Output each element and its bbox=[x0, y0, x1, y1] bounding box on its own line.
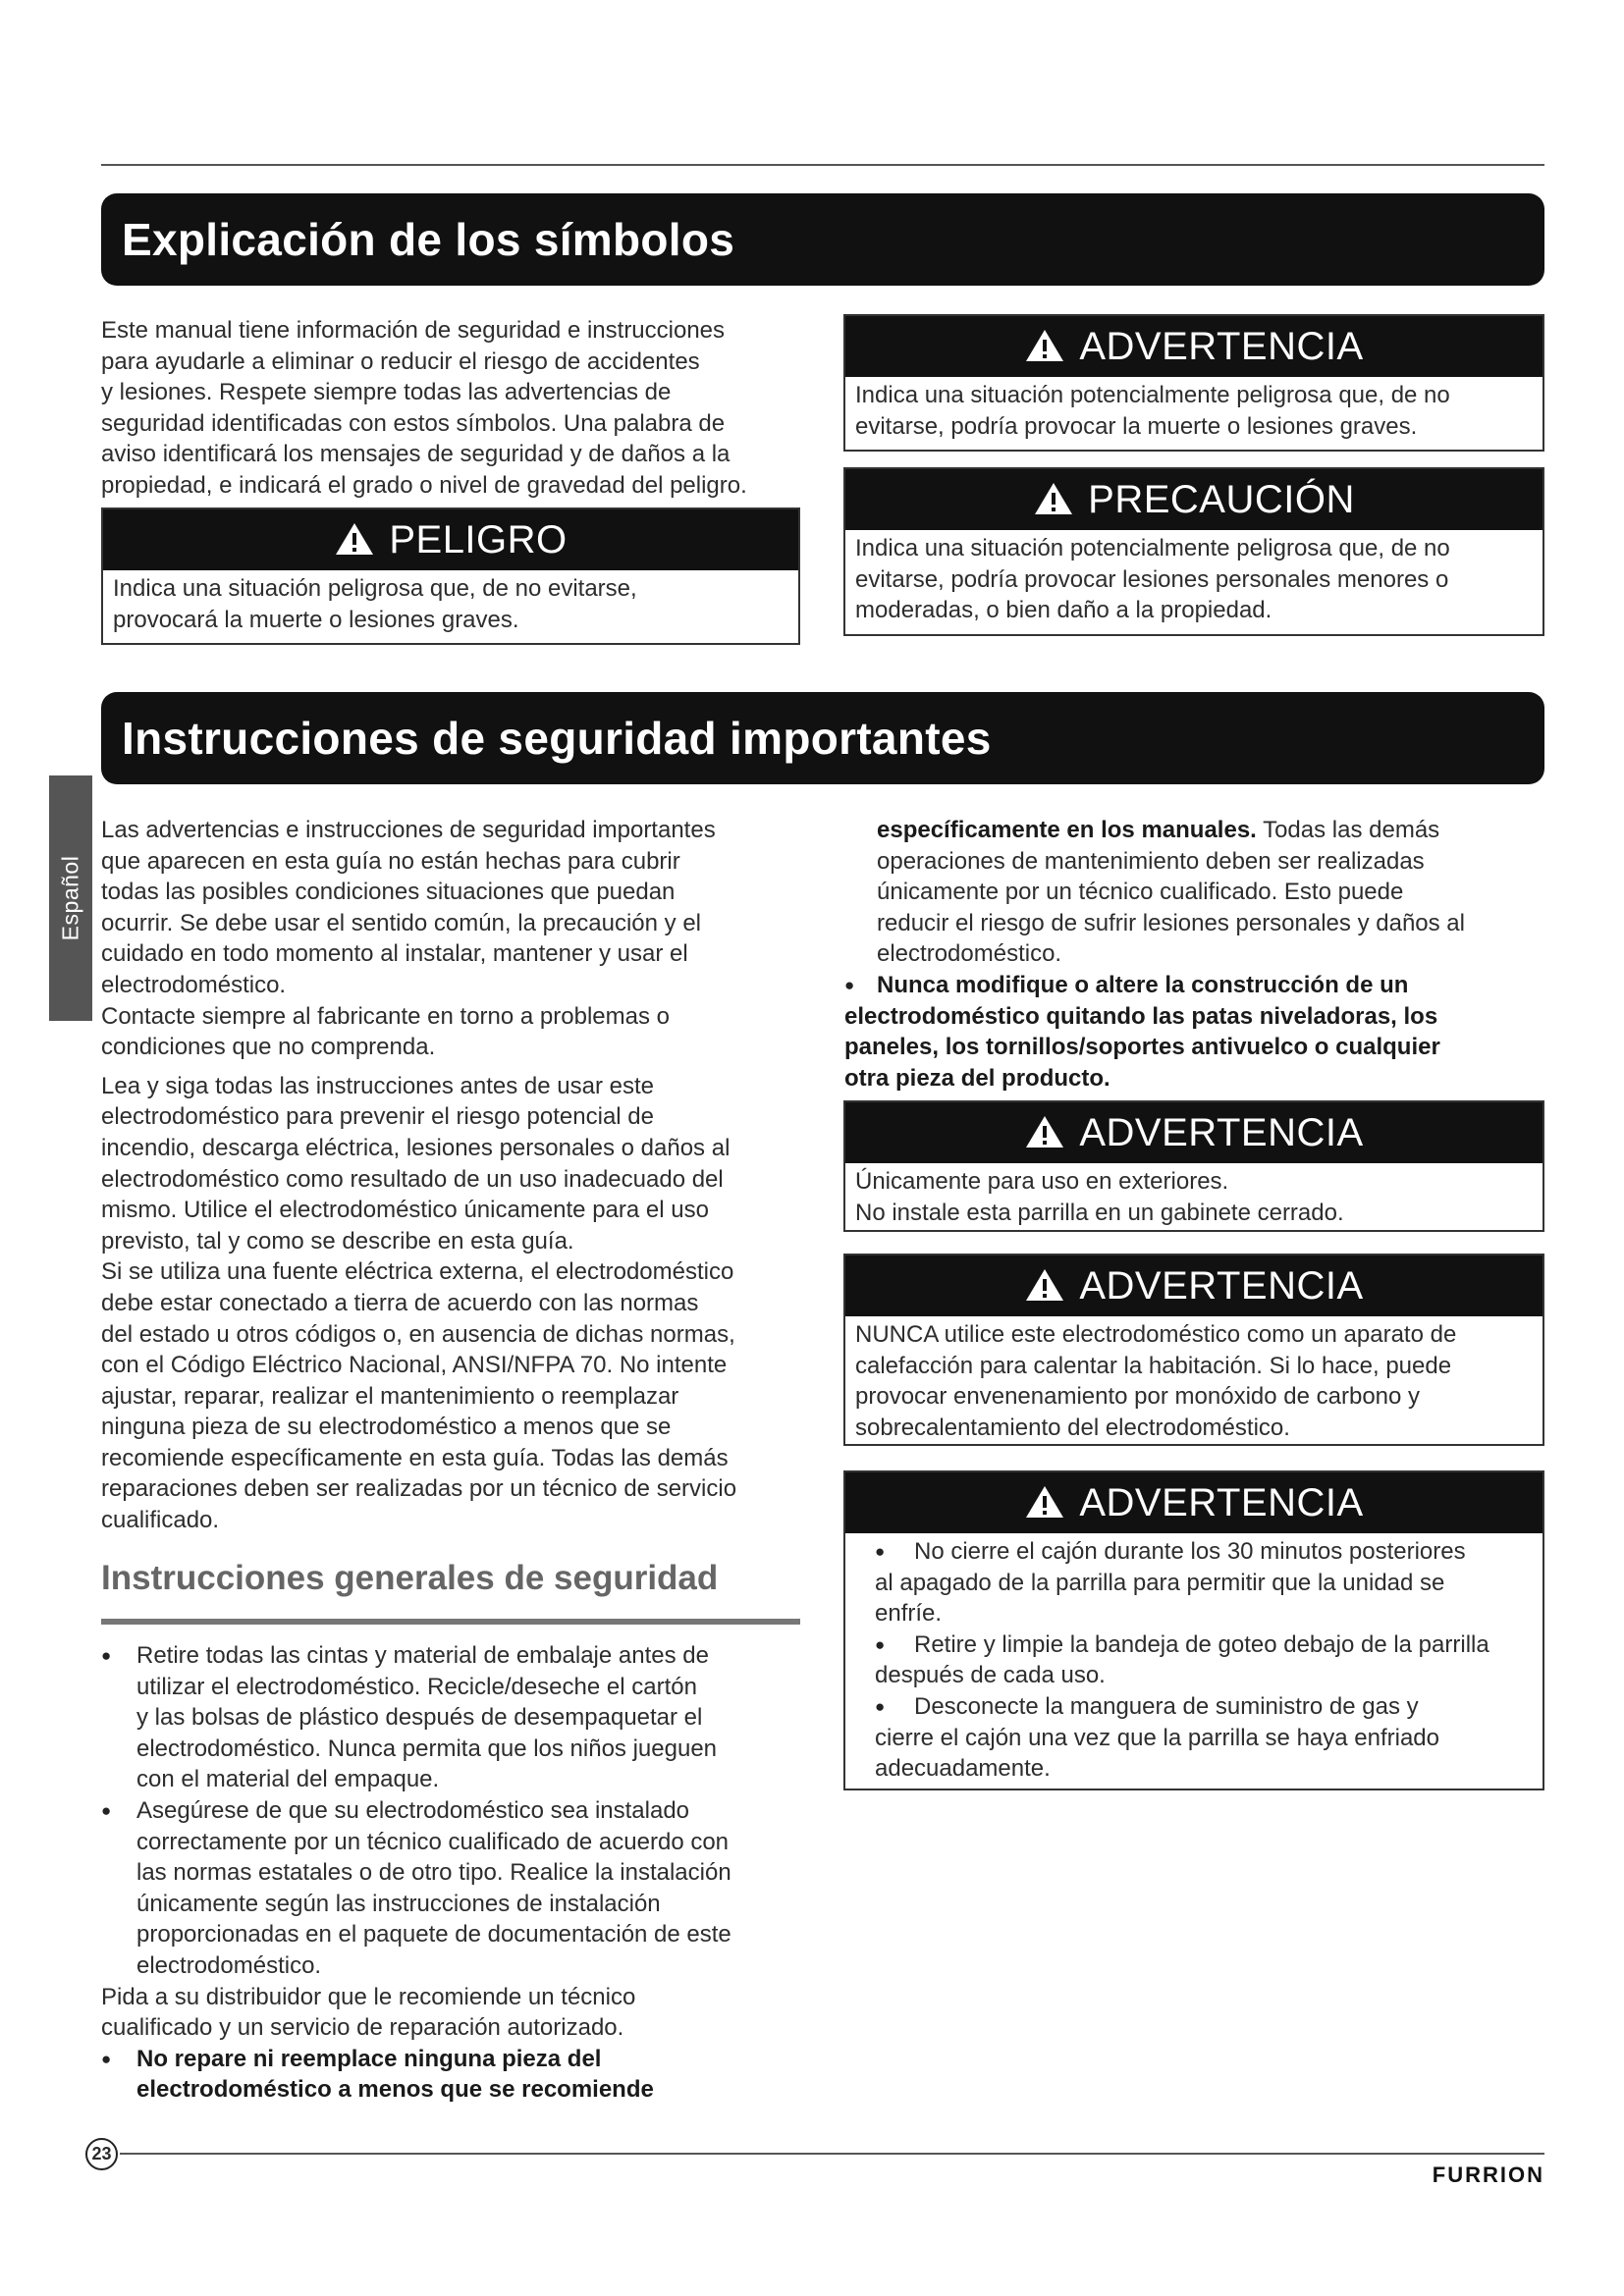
advertencia-box: ADVERTENCIA Indica una situación potencialmente peligrosa que, de no evitarse, podría provocar la muerte o lesiones graves. bbox=[843, 314, 1544, 452]
list-item: ● Desconecte la manguera de suministro de gas y cierre el cajón una vez que la parrilla se haya enfriado adecuadamente. bbox=[875, 1691, 1541, 1785]
advertencia-calefaccion-box: ADVERTENCIA NUNCA utilice este electrodoméstico como un aparato de calefacción para calentar la habitación. Si lo hace, puede provocar envenenamiento por monóxido de carbono y sobrecalentamiento del electrodoméstico. bbox=[843, 1254, 1544, 1446]
safety-left-column: Las advertencias e instrucciones de seguridad importantes que aparecen en esta guía no están hechas para cubrir todas las posibles condiciones situaciones que puedan ocurrir. Se debe usar el sentido común, la precaución y el cuidado en todo momento al instalar, mantener y usar el electrodoméstico. Contacte siempre al fabricante en torno a problemas o condiciones que no comprenda. Lea y siga todas las instrucciones antes de usar este electrodoméstico para prevenir el riesgo potencial de incendio, descarga eléctrica, lesiones personales o daños al electrodoméstico como resultado de un uso inadecuado del mismo. Utilice el electrodoméstico únicamente para el uso previsto, tal y como se describe en esta guía. Si se utiliza una fuente eléctrica externa, el electrodoméstico debe estar conectado a tierra de acuerdo con las normas del estado u otros códigos o, en ausencia de dichas normas, con el Código Eléctrico Nacional, ANSI/NFPA 70. No intente ajustar, reparar, realizar el mantenimiento o reemplazar ninguna pieza de su electrodoméstico a menos que se recomiende específicamente en esta guía. Todas las demás reparaciones deben ser realizadas por un técnico de servicio cualificado. bbox=[101, 817, 737, 1534]
brand-logo: FURRION bbox=[1432, 2163, 1544, 2187]
list-item: ● Asegúrese de que su electrodoméstico sea instalado correctamente por un técnico cualificado de acuerdo con las normas estatales o de otro tipo. Realice la instalación únicamente según las instrucciones de instalación proporcionadas en el paquete de documentación de este electrodoméstico. bbox=[101, 1795, 808, 1982]
section-title-safety: Instrucciones de seguridad importantes bbox=[101, 692, 1544, 784]
warning-triangle-icon bbox=[1033, 481, 1074, 516]
safety-right-column: específicamente en los manuales. Todas las demás operaciones de mantenimiento deben ser realizadas únicamente por un técnico cualificado. Esto puede reducir el riesgo de sufrir lesiones personales y daños al electrodoméstico. bbox=[877, 817, 1465, 968]
advertencia-parrilla-box: ADVERTENCIA ● No cierre el cajón durante los 30 minutos posteriores al apagado de la parrilla para permitir que la unidad se enfríe. ● Retire y limpie la bandeja de goteo debajo de la parrilla después de cada uso. ● Desconecte la manguera de suministro de gas y cierre el cajón una vez que la parrilla se haya enfriado adecuadamente. bbox=[843, 1470, 1544, 1790]
precaucion-box: PRECAUCIÓN Indica una situación potencialmente peligrosa que, de no evitarse, podría provocar lesiones personales menores o moderadas, o bien daño a la propiedad. bbox=[843, 467, 1544, 636]
warning-triangle-icon bbox=[1024, 1114, 1065, 1149]
page-number: 23 bbox=[85, 2138, 118, 2170]
general-safety-list: ● Retire todas las cintas y material de embalaje antes de utilizar el electrodoméstico. Recicle/deseche el cartón y las bolsas de plástico después de desempaquetar el electrodoméstico. Nunca permita que los niños jueguen con el material del empaque. ● Asegúrese de que su electrodoméstico sea instalado correctamente por un técnico cualificado de acuerdo con las normas estatales o de otro tipo. Realice la instalación únicamente según las instrucciones de instalación proporcionadas en el paquete de documentación de este electrodoméstico. Pida a su distribuidor que le recomiende un técnico cualificado y un servicio de reparación autorizado. ● No repare ni reemplace ninguna pieza del electrodoméstico a menos que se recomiende bbox=[101, 1640, 808, 2106]
top-rule bbox=[101, 164, 1544, 166]
warning-triangle-icon bbox=[1024, 1267, 1065, 1303]
list-item: ● Retire todas las cintas y material de embalaje antes de utilizar el electrodoméstico. Recicle/deseche el cartón y las bolsas de plástico después de desempaquetar el electrodoméstico. Nunca permita que los niños jueguen con el material del empaque. bbox=[101, 1640, 808, 1795]
peligro-label: PELIGRO bbox=[389, 518, 568, 561]
section-title-symbols: Explicación de los símbolos bbox=[101, 193, 1544, 286]
advertencia-exterior-box: ADVERTENCIA Únicamente para uso en exteriores. No instale esta parrilla en un gabinete cerrado. bbox=[843, 1100, 1544, 1232]
list-item: ● No cierre el cajón durante los 30 minutos posteriores al apagado de la parrilla para permitir que la unidad se enfríe. bbox=[875, 1536, 1541, 1629]
warning-triangle-icon bbox=[334, 521, 375, 557]
footer-rule bbox=[120, 2153, 1544, 2155]
warning-triangle-icon bbox=[1024, 328, 1065, 363]
list-item: ● No repare ni reemplace ninguna pieza del electrodoméstico a menos que se recomiende bbox=[101, 2044, 808, 2106]
general-safety-heading: Instrucciones generales de seguridad bbox=[101, 1559, 719, 1597]
language-tab: Español bbox=[49, 775, 92, 1021]
peligro-box: PELIGRO Indica una situación peligrosa que, de no evitarse, provocará la muerte o lesiones graves. bbox=[101, 507, 800, 645]
precaucion-label: PRECAUCIÓN bbox=[1088, 478, 1355, 521]
warning-triangle-icon bbox=[1024, 1484, 1065, 1520]
symbols-intro: Este manual tiene información de seguridad e instrucciones para ayudarle a eliminar o reducir el riesgo de accidentes y lesiones. Respete siempre todas las advertencias de seguridad identificadas con estos símbolos. Una palabra de aviso identificará los mensajes de seguridad y de daños a la propiedad, e indicará el grado o nivel de gravedad del peligro. bbox=[101, 317, 747, 499]
advertencia-label: ADVERTENCIA bbox=[1079, 325, 1364, 368]
subheading-rule bbox=[101, 1619, 800, 1625]
modify-warning-bullet: ● Nunca modifique o altere la construcción de un electrodoméstico quitando las patas niveladoras, los paneles, los tornillos/soportes antivuelco o cualquier otra pieza del producto. bbox=[844, 970, 1544, 1094]
list-item: ● Retire y limpie la bandeja de goteo debajo de la parrilla después de cada uso. bbox=[875, 1629, 1541, 1691]
